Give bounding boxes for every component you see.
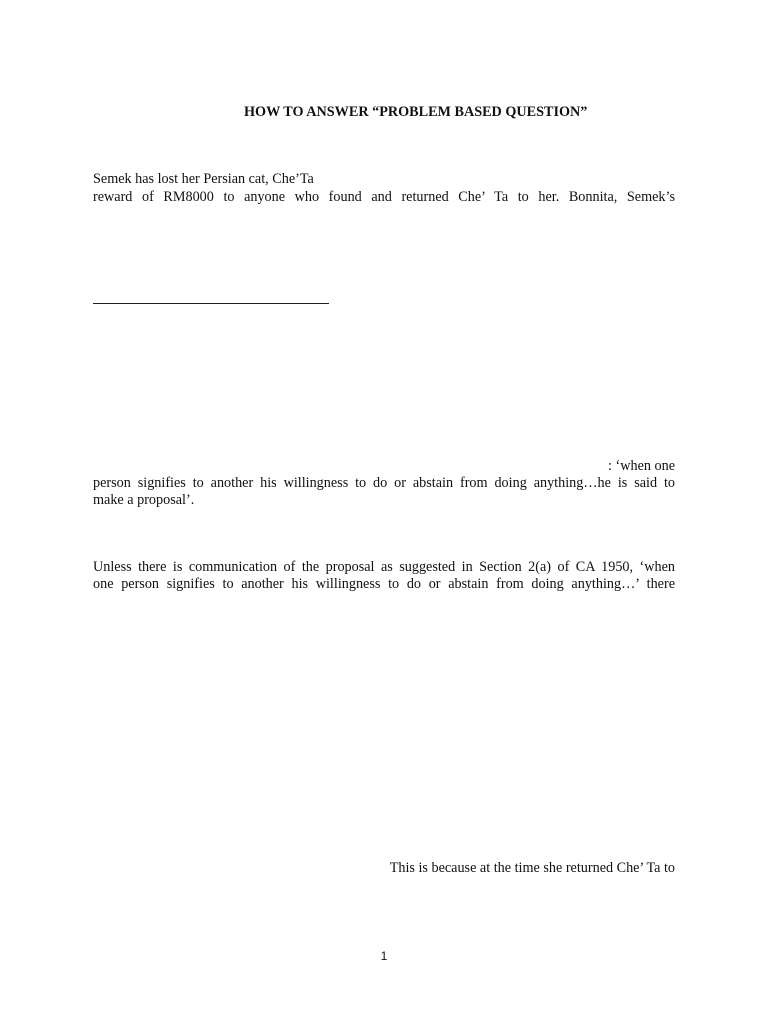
horizontal-rule: [93, 303, 329, 304]
paragraph-2-line-2: person signifies to another his willingness to do or abstain from doing anything…he is said to: [93, 475, 675, 491]
paragraph-3-line-2: one person signifies to another his willingness to do or abstain from doing anything…’ there: [93, 576, 675, 592]
paragraph-4-line-1: This is because at the time she returned Che’ Ta to: [389, 860, 675, 876]
paragraph-1-line-1: Semek has lost her Persian cat, Che’Ta: [93, 171, 314, 187]
document-title: HOW TO ANSWER “PROBLEM BASED QUESTION”: [244, 104, 588, 120]
page-number: 1: [380, 949, 388, 963]
paragraph-1-line-2: reward of RM8000 to anyone who found and returned Che’ Ta to her. Bonnita, Semek’s: [93, 189, 675, 205]
paragraph-2-line-1: : ‘when one: [608, 458, 675, 474]
paragraph-2-line-3: make a proposal’.: [93, 492, 195, 508]
paragraph-3-line-1: Unless there is communication of the proposal as suggested in Section 2(a) of CA 1950, ‘when: [93, 559, 675, 575]
